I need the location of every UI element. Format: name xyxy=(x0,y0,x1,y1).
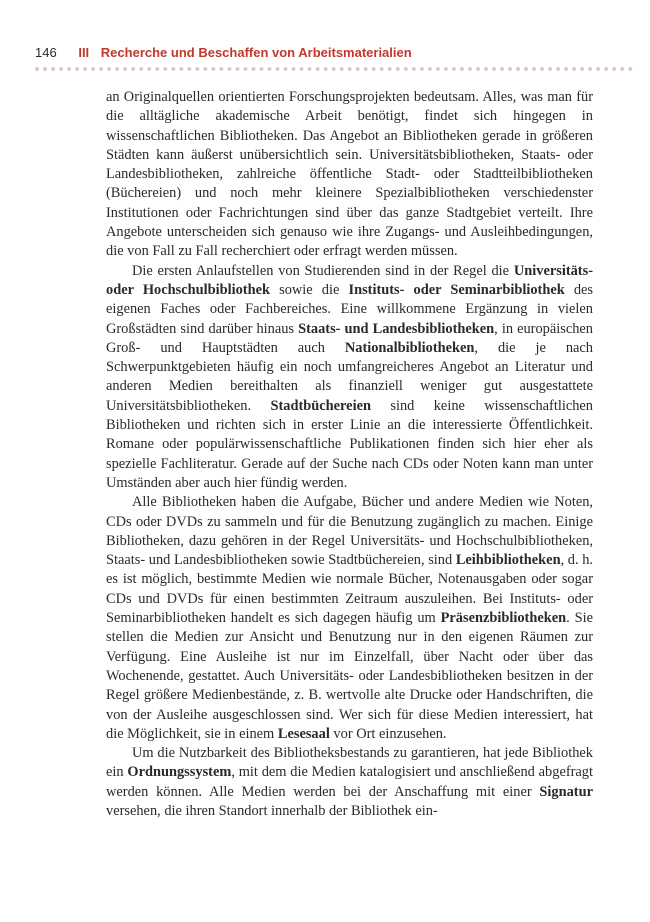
text-run: Die ersten Anlaufstellen von Studierenden sind in der Regel die xyxy=(132,262,514,279)
chapter-label: III xyxy=(78,45,90,60)
key-term: Stadtbüchereien xyxy=(270,397,371,414)
text-run: , in europäischen Groß- und Hauptstädten auch xyxy=(106,320,594,356)
paragraph xyxy=(106,88,593,262)
chapter-title: Recherche und Beschaffen von Arbeitsmaterialien xyxy=(100,45,412,60)
page-number: 146 xyxy=(35,45,57,60)
header-divider xyxy=(35,67,633,71)
text-run: . Sie stellen die Medien zur Ansicht und Benutzung nur in den eigenen Räumen zur Verfügung. Eine Ausleihe ist nur im Einzelfall, über Nacht oder über das Wochenende, gestattet. Auch Universitäts- oder Landesbibliotheken besitzen in der Regel größere Medienbestände, z. B. wertvolle alte Drucke oder Handschriften, die von der Ausleihe ausgeschlossen sind. Wer sich für diese Medien interessiert, hat die Möglichkeit, sie in einem xyxy=(106,610,593,742)
text-run: Alle Bibliotheken haben die Aufgabe, Bücher und andere Medien wie Noten, CDs oder DVDs zu sammeln und für die Benutzung zugänglich zu machen. Einige Bibliotheken, dazu gehören in der Regel Universitäts- und Hochschulbibliotheken, Staats- und Landesbibliotheken sowie Stadtbüchereien, sind xyxy=(106,494,593,569)
paragraph xyxy=(106,744,593,821)
key-term: Nationalbibliotheken xyxy=(344,339,475,356)
text-run: sowie die xyxy=(269,281,349,298)
running-head xyxy=(35,45,635,65)
text-run: des eigenen Faches oder Fachbereiches. Eine willkommene Ergänzung in vielen Großstädten sind darüber hinaus xyxy=(106,281,594,337)
key-term: Universitäts- oder Hochschulbibliothek xyxy=(106,262,593,298)
key-term: Instituts- oder Seminarbibliothek xyxy=(348,281,565,298)
text-run: versehen, die ihren Standort innerhalb der Bibliothek ein- xyxy=(106,802,438,819)
key-term: Präsenzbibliotheken xyxy=(440,610,567,627)
key-term: Signatur xyxy=(539,783,593,800)
key-term: Ordnungssystem xyxy=(127,764,232,781)
text-run: vor Ort einzusehen. xyxy=(329,725,447,742)
text-run: , die je nach Schwerpunktgebieten häufig ein noch umfangreicheres Angebot an Literatur und anderen Medien bereithalten als finanziell weniger gut ausgestattete Universitätsbibliotheken. xyxy=(106,339,593,414)
key-term: Lesesaal xyxy=(277,725,330,742)
text-run: sind keine wissenschaftlichen Bibliotheken und richten sich in erster Linie an die interessierte Öffentlichkeit. Romane oder populärwissenschaftliche Publikationen finden sich hier eher als spezielle Fachliteratur. Gerade auf der Suche nach CDs oder Noten kann man unter Umständen aber auch hier fündig werden. xyxy=(106,397,593,491)
text-run: an Originalquellen orientierten Forschungsprojekten bedeutsam. Alles, was man für die alltägliche akademische Arbeit benötigt, findet sich hingegen in wissenschaftlichen Bibliotheken. Das Angebot an Bibliotheken gerade in größeren Städten kann äußerst unübersichtlich sein. Universitätsbibliotheken, Staats- oder Landesbibliotheken, zahlreiche öffentliche Stadt- oder Stadtteilbibliotheken (Büchereien) und noch mehr kleinere Spezialbibliotheken verschiedenster Institutionen oder Fachrichtungen sind über das ganze Stadtgebiet verteilt. Ihre Angebote unterscheiden sich genauso wie ihre Zugangs- und Ausleihbedingungen, die von Fall zu Fall recherchiert oder erfragt werden müssen. xyxy=(106,89,593,260)
key-term: Staats- und Landesbibliotheken xyxy=(298,320,495,337)
text-run: Um die Nutzbarkeit des Bibliotheksbestands zu garantieren, hat jede Bibliothek ein xyxy=(106,745,593,781)
body-text xyxy=(106,88,593,821)
paragraph xyxy=(106,493,593,744)
text-run: , d. h. es ist möglich, bestimmte Medien wie normale Bücher, Notenausgaben oder sogar CDs und DVDs für einen bestimmten Zeitraum auszuleihen. Bei Instituts- oder Seminarbibliotheken handelt es sich dagegen häufig um xyxy=(106,552,593,627)
paragraph xyxy=(106,262,593,494)
text-run: , mit dem die Medien katalogisiert und anschließend abgefragt werden können. Alle Medien werden bei der Anschaffung mit einer xyxy=(106,764,593,800)
key-term: Leihbibliotheken xyxy=(455,552,561,569)
